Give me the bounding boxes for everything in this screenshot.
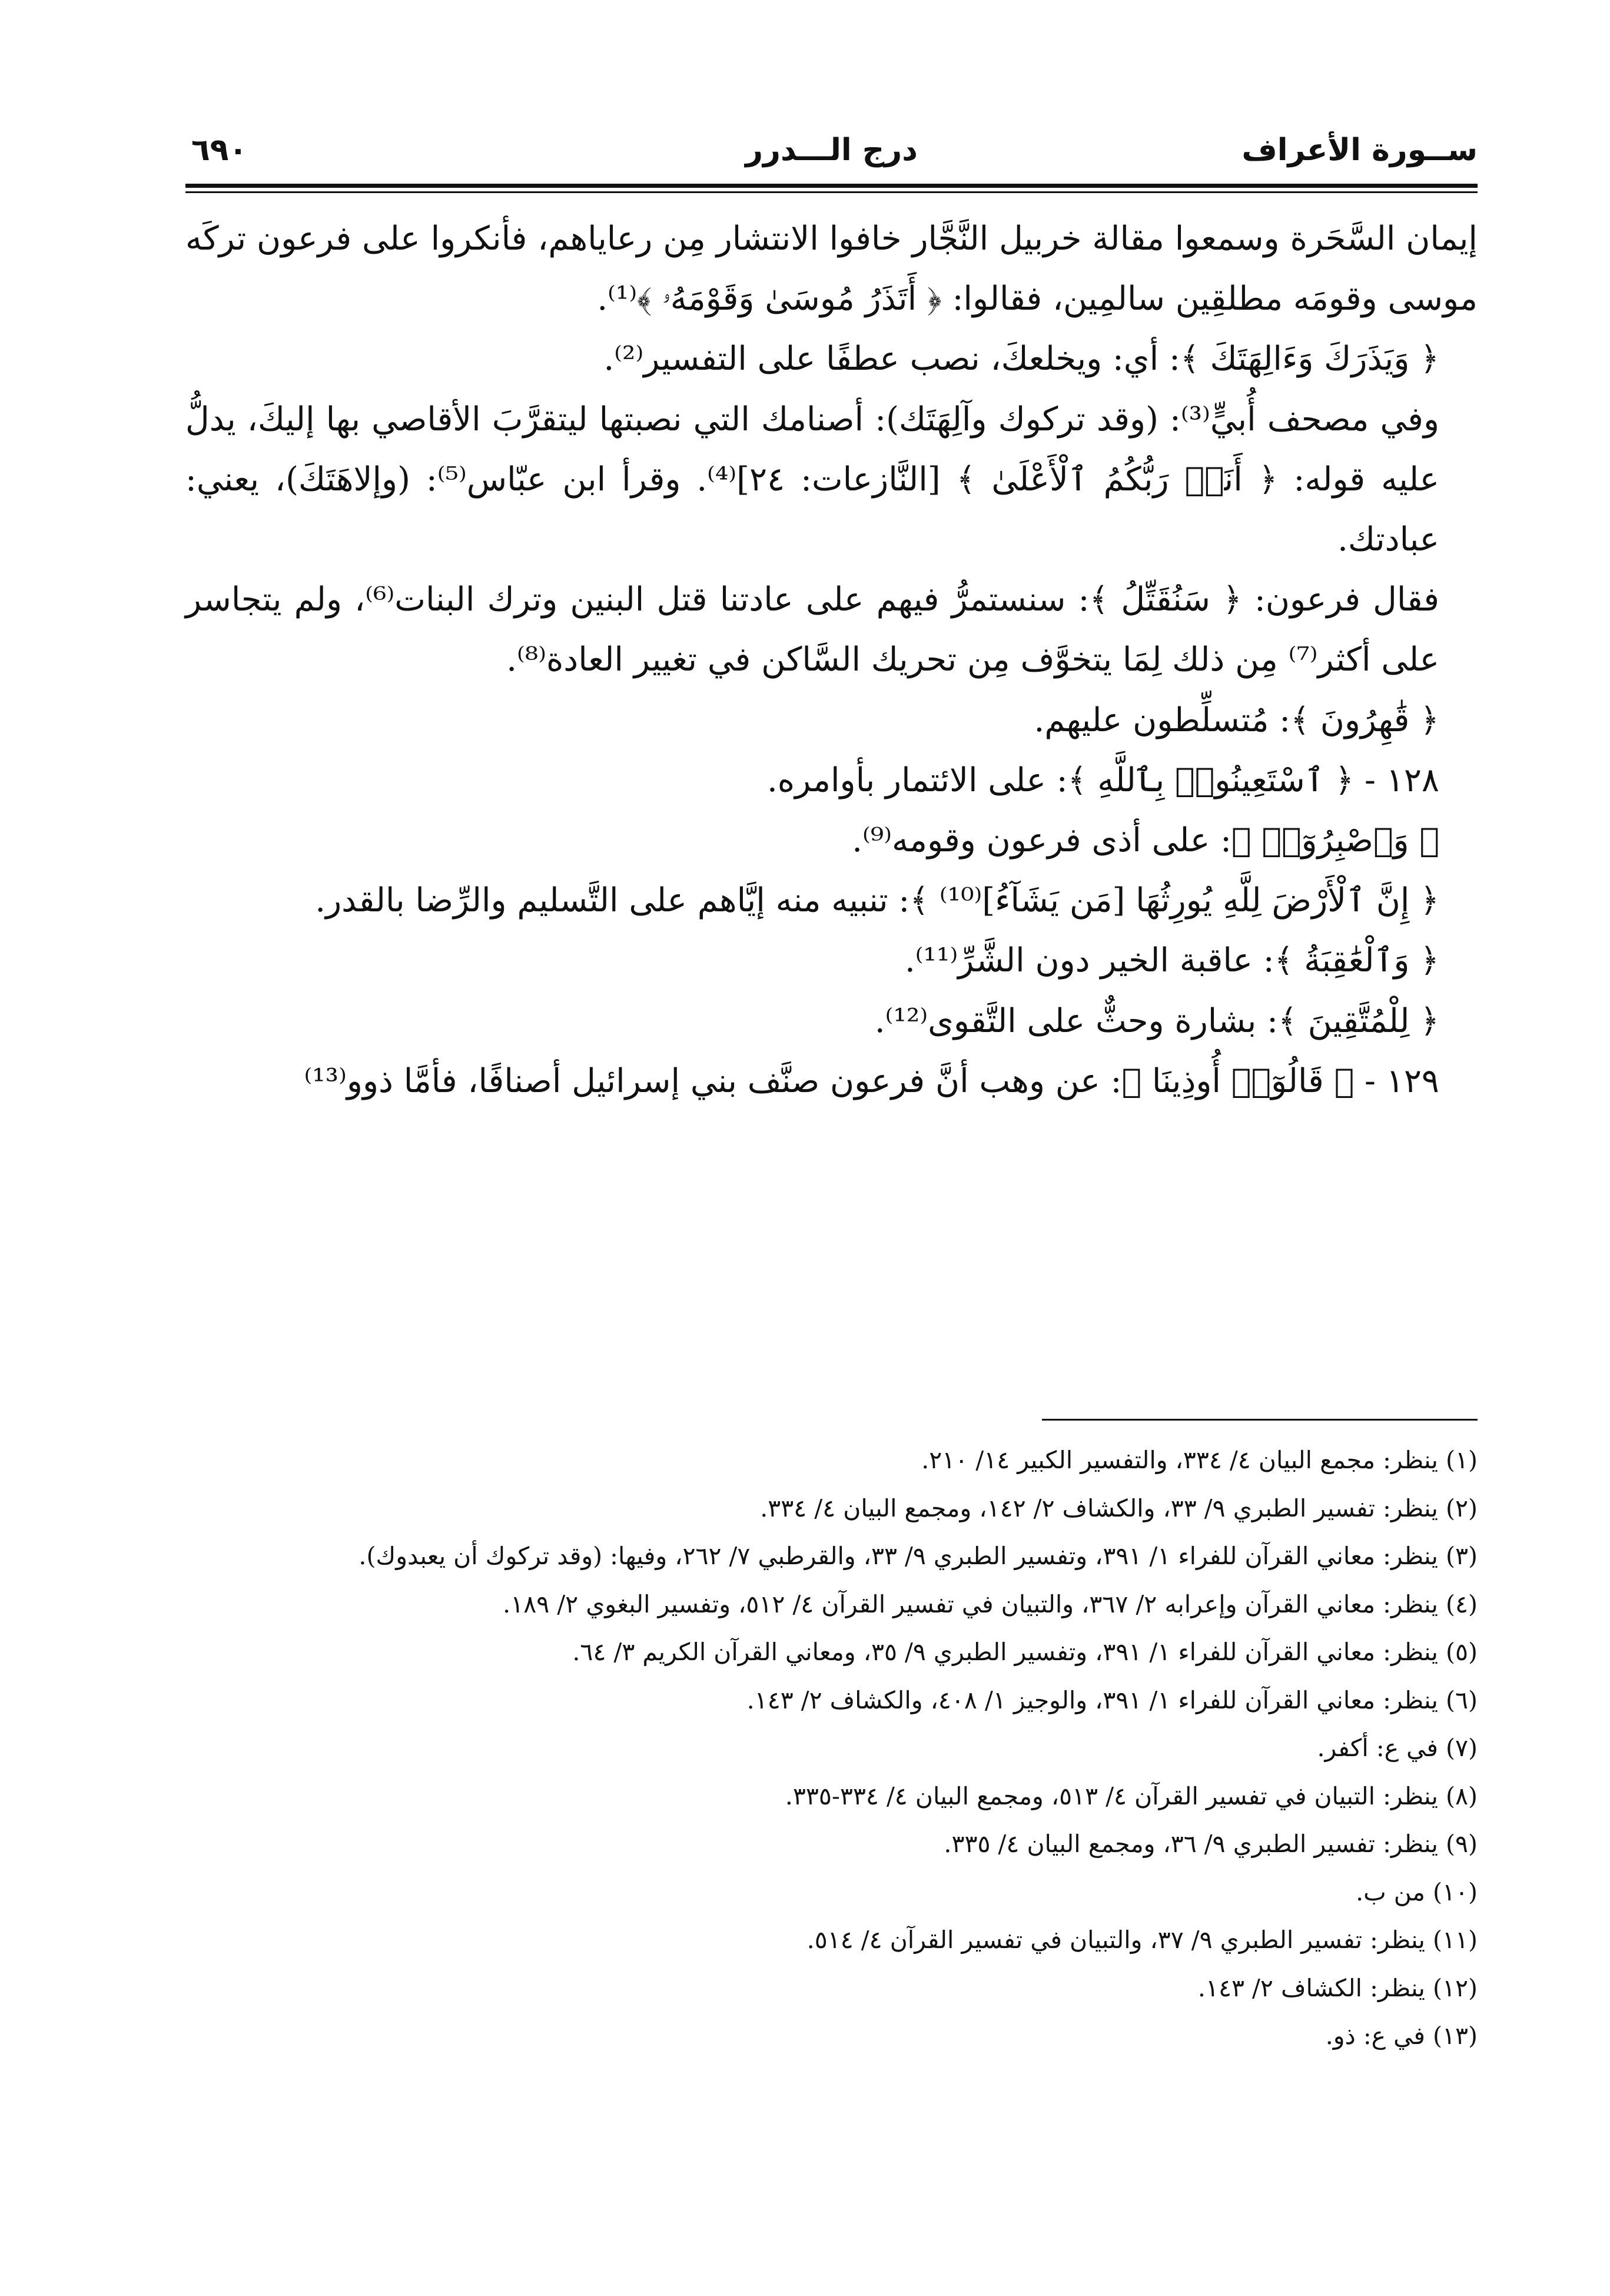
page-number: ٦٩٠: [191, 132, 248, 168]
paragraph: ﴿ وَٱصْبِرُوٓا۟ ﴾: على أذى فرعون وقومه⁽⁹⁾.: [852, 821, 1439, 860]
header-rule-thin: [185, 191, 1478, 193]
footnote: (٢) ينظر: تفسير الطبري ٩/ ٣٣، والكشاف ٢/ ١٤٢، ومجمع البيان ٤/ ٣٣٤.: [760, 1494, 1478, 1522]
paragraph: ﴿ إِنَّ ٱلْأَرْضَ لِلَّهِ يُورِثُهَا [مَن يَشَآءُ]⁽¹⁰⁾ ﴾: تنبيه منه إيَّاهم على التَّسليم والرِّضا بالقدر.: [315, 881, 1439, 920]
footnote: (٥) ينظر: معاني القرآن للفراء ١/ ٣٩١، وتفسير الطبري ٩/ ٣٥، ومعاني القرآن الكريم ٣/ ٦٤.: [572, 1638, 1478, 1666]
footnotes: [185, 1436, 1478, 2061]
running-title-book: درج الـــدرر: [745, 132, 918, 168]
paragraph: ﴿ وَٱلْعَٰقِبَةُ ﴾: عاقبة الخير دون الشَّرِّ⁽¹¹⁾.: [904, 941, 1439, 980]
footnote: (١) ينظر: مجمع البيان ٤/ ٣٣٤، والتفسير الكبير ١٤/ ٢١٠.: [921, 1446, 1478, 1474]
paragraph: ﴿ قَٰهِرُونَ ﴾: مُتسلِّطون عليهم.: [1034, 701, 1439, 739]
paragraph: فقال فرعون: ﴿ سَنُقَتِّلُ ﴾: سنستمرُّ فيهم على عادتنا قتل البنين وترك البنات⁽⁶⁾، ولم يتجاسر على أكثر⁽⁷⁾ مِن ذلك لِمَا يتخوَّف مِن تحريك السَّاكن في تغيير العادة⁽⁸⁾.: [185, 580, 1439, 679]
paragraph: وفي مصحف أُبيٍّ⁽³⁾: (وقد تركوك وآلِهَتَك): أصنامك التي نصبتها ليتقرَّبَ الأقاصي بها إليكَ، يدلُّ عليه قوله: ﴿ أَنَا۠ رَبُّكُمُ ٱلْأَعْلَىٰ ﴾ [النَّازعات: ٢٤]⁽⁴⁾. وقرأ ابن عبّاس⁽⁵⁾: (وإلاهَتَكَ)، يعني: عبادتك.: [185, 400, 1440, 559]
footnote: (٨) ينظر: التبيان في تفسير القرآن ٤/ ٥١٣، ومجمع البيان ٤/ ٣٣٤-٣٣٥.: [785, 1781, 1478, 1810]
footnote: (٧) في ع: أكفر.: [1317, 1734, 1478, 1762]
footnote: (١٣) في ع: ذو.: [1325, 2022, 1478, 2050]
header-rule-thick: [185, 184, 1478, 188]
paragraph: ١٢٨ - ﴿ ٱسْتَعِينُوا۟ بِٱللَّهِ ﴾: على الائتمار بأوامره.: [766, 761, 1439, 799]
running-title-surah: ســورة الأعراف: [1241, 132, 1478, 168]
footnote: (٣) ينظر: معاني القرآن للفراء ١/ ٣٩١، وتفسير الطبري ٩/ ٣٣، والقرطبي ٧/ ٢٦٢، وفيها: (وقد تركوك أن يعبدوك).: [358, 1542, 1478, 1570]
footnote: (٩) ينظر: تفسير الطبري ٩/ ٣٦، ومجمع البيان ٤/ ٣٣٥.: [944, 1830, 1478, 1858]
paragraph: ﴿ وَيَذَرَكَ وَءَالِهَتَكَ ﴾: أي: ويخلعكَ، نصب عطفًا على التفسير⁽²⁾.: [603, 340, 1439, 379]
footnote: (٤) ينظر: معاني القرآن وإعرابه ٢/ ٣٦٧، والتبيان في تفسير القرآن ٤/ ٥١٢، وتفسير البغوي ٢/ ١٨٩.: [503, 1590, 1478, 1618]
footnote: (١٠) من ب.: [1356, 1877, 1478, 1906]
footnote: (١٢) ينظر: الكشاف ٢/ ١٤٣.: [1197, 1973, 1478, 2002]
paragraph: ١٢٩ - ﴿ قَالُوٓا۟ أُوذِينَا ﴾: عن وهب أنَّ فرعون صنَّف بني إسرائيل أصنافًا، فأمَّا ذوو⁽¹³⁾: [304, 1061, 1439, 1100]
paragraph: ﴿ لِلْمُتَّقِينَ ﴾: بشارة وحثٌّ على التَّقوى⁽¹²⁾.: [874, 1001, 1439, 1040]
footnote-separator: [1042, 1419, 1478, 1421]
page-header: [185, 127, 1478, 185]
footnote: (٦) ينظر: معاني القرآن للفراء ١/ ٣٩١، والوجيز ١/ ٤٠٨، والكشاف ٢/ ١٤٣.: [746, 1685, 1478, 1714]
paragraph: إيمان السَّحَرة وسمعوا مقالة خربيل النَّجَّار خافوا الانتشار مِن رعاياهم، فأنكروا على فرعون تركَه موسى وقومَه مطلقِين سالمِين، فقالوا: ﴿ أَتَذَرُ مُوسَىٰ وَقَوْمَهُۥ ﴾⁽¹⁾.: [185, 220, 1478, 318]
main-text: [185, 209, 1478, 1111]
footnote: (١١) ينظر: تفسير الطبري ٩/ ٣٧، والتبيان في تفسير القرآن ٤/ ٥١٤.: [806, 1926, 1478, 1954]
